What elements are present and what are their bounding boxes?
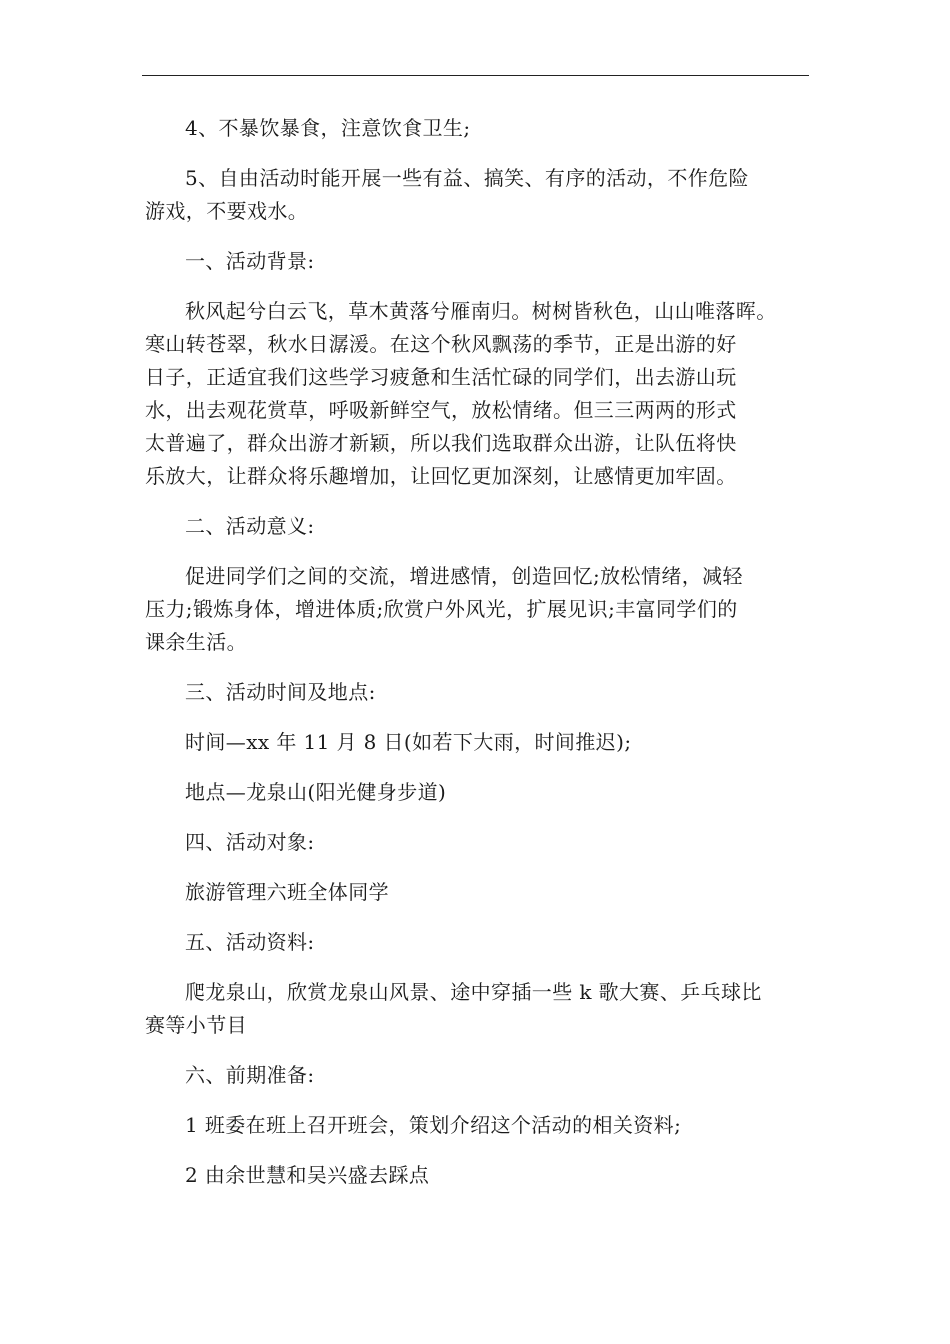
paragraph-participants (145, 876, 820, 909)
paragraph-prep-item-1 (145, 1109, 820, 1142)
section-heading: 一、活动背景: (185, 249, 315, 273)
paragraph-line: 压力;锻炼身体，增进体质;欣赏户外风光，扩展见识;丰富同学们的 (145, 597, 738, 621)
section-heading: 五、活动资料: (185, 930, 315, 954)
paragraph-free-activity (145, 162, 820, 228)
heading-preparation (145, 1059, 820, 1092)
paragraph-time (145, 726, 820, 759)
heading-significance (145, 510, 820, 543)
paragraph-line: 爬龙泉山，欣赏龙泉山风景、途中穿插一些 k 歌大赛、乒乓球比 (185, 980, 762, 1004)
section-heading: 三、活动时间及地点: (185, 680, 376, 704)
section-heading: 二、活动意义: (185, 514, 315, 538)
heading-time-location (145, 676, 820, 709)
paragraph-line: 时间—xx 年 11 月 8 日(如若下大雨，时间推迟); (185, 730, 632, 754)
heading-background (145, 245, 820, 278)
paragraph-line: 4、不暴饮暴食，注意饮食卫生; (185, 116, 471, 140)
paragraph-line: 赛等小节目 (145, 1013, 247, 1037)
paragraph-line: 太普遍了，群众出游才新颖，所以我们选取群众出游，让队伍将快 (145, 431, 737, 455)
paragraph-line: 日子，正适宜我们这些学习疲惫和生活忙碌的同学们，出去游山玩 (145, 365, 737, 389)
paragraph-line: 1 班委在班上召开班会，策划介绍这个活动的相关资料; (185, 1113, 682, 1137)
paragraph-location (145, 776, 820, 809)
paragraph-line: 水，出去观花赏草，呼吸新鲜空气，放松情绪。但三三两两的形式 (145, 398, 737, 422)
document-body (145, 112, 820, 1192)
heading-content (145, 926, 820, 959)
paragraph-line: 寒山转苍翠，秋水日潺湲。在这个秋风飘荡的季节，正是出游的好 (145, 332, 737, 356)
paragraph-line: 地点—龙泉山(阳光健身步道) (185, 780, 447, 804)
paragraph-line: 2 由余世慧和吴兴盛去踩点 (185, 1163, 430, 1187)
paragraph-significance (145, 560, 820, 659)
paragraph-diet-hygiene (145, 112, 820, 145)
paragraph-prep-item-2 (145, 1159, 820, 1192)
heading-participants (145, 826, 820, 859)
paragraph-background (145, 295, 820, 493)
paragraph-content (145, 976, 820, 1042)
section-heading: 六、前期准备: (185, 1063, 315, 1087)
section-heading: 四、活动对象: (185, 830, 315, 854)
paragraph-line: 乐放大，让群众将乐趣增加，让回忆更加深刻，让感情更加牢固。 (145, 464, 737, 488)
paragraph-line: 课余生活。 (145, 630, 247, 654)
paragraph-line: 秋风起兮白云飞，草木黄落兮雁南归。树树皆秋色，山山唯落晖。 (185, 299, 777, 323)
paragraph-line: 旅游管理六班全体同学 (185, 880, 389, 904)
header-rule (142, 75, 809, 76)
paragraph-line: 游戏，不要戏水。 (145, 199, 309, 223)
paragraph-line: 5、自由活动时能开展一些有益、搞笑、有序的活动，不作危险 (185, 166, 749, 190)
paragraph-line: 促进同学们之间的交流，增进感情，创造回忆;放松情绪，减轻 (185, 564, 743, 588)
